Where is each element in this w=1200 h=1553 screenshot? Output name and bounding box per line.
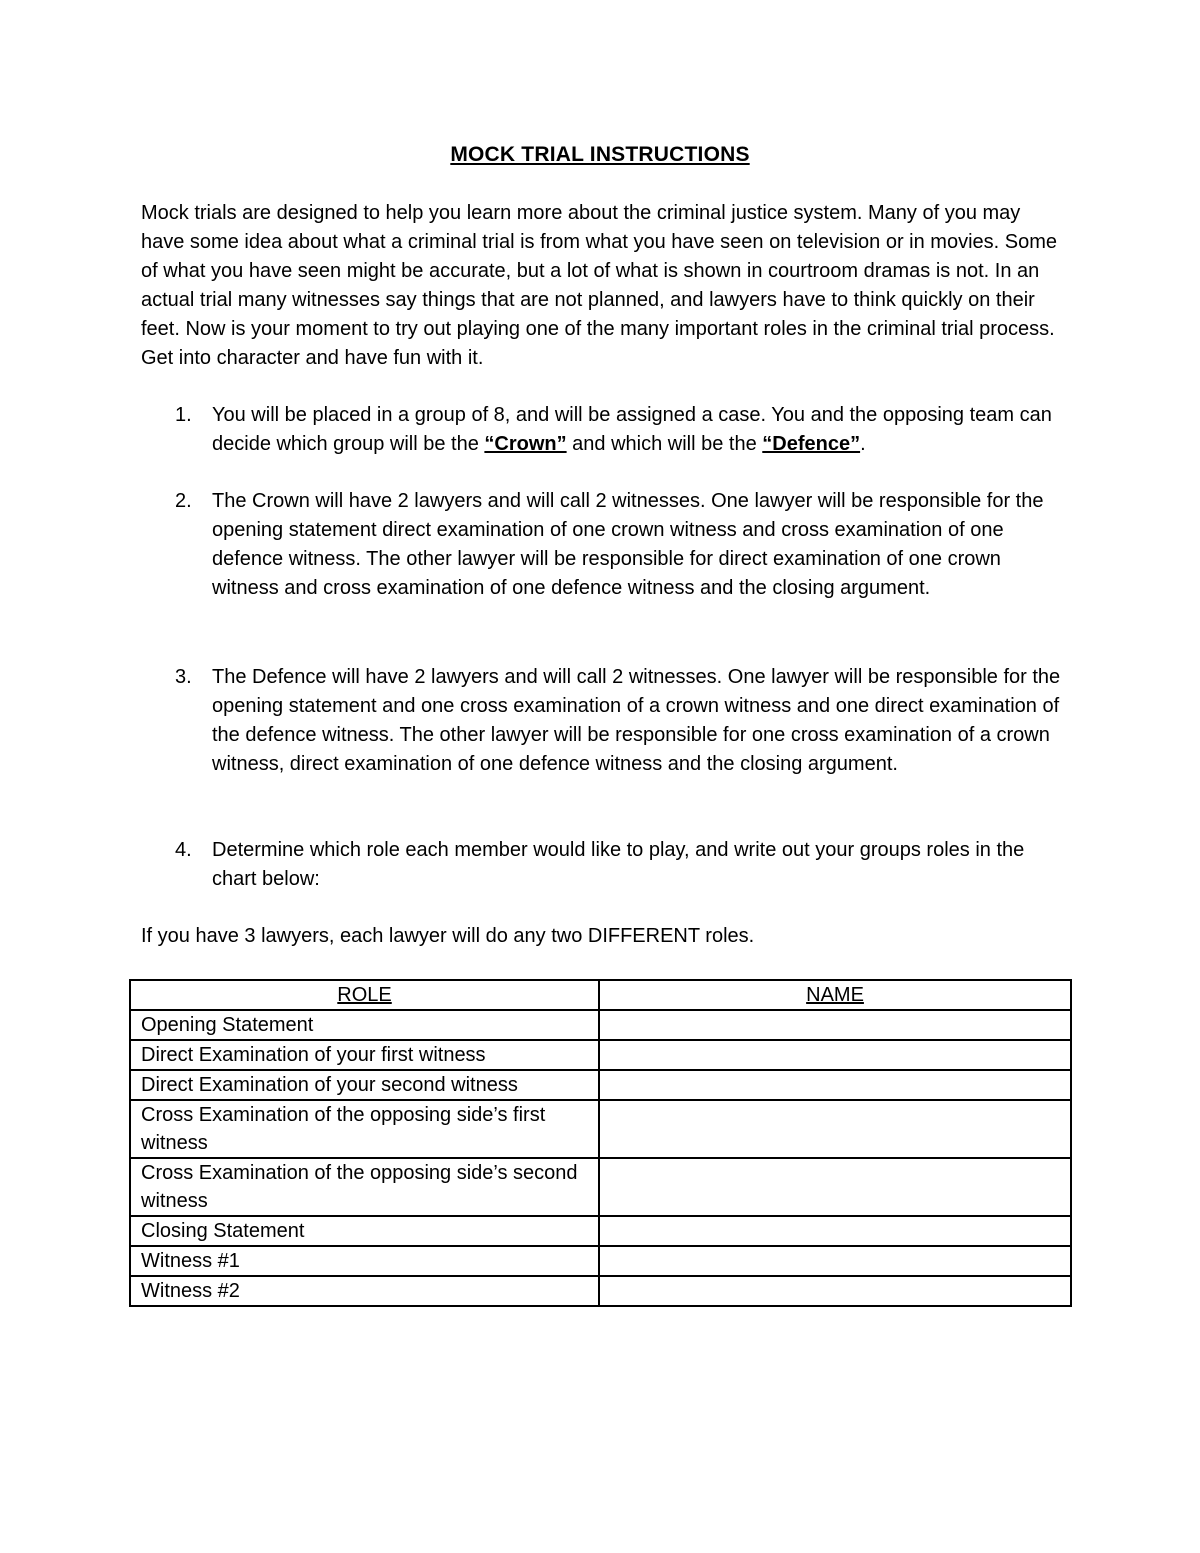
name-cell[interactable] bbox=[599, 1216, 1071, 1246]
name-cell[interactable] bbox=[599, 1158, 1071, 1216]
list-item-text: Determine which role each member would like to play, and write out your groups roles in the chart below: bbox=[212, 839, 1025, 890]
name-cell[interactable] bbox=[599, 1010, 1071, 1040]
list-item-number: 1. bbox=[175, 404, 192, 426]
role-cell: Direct Examination of your second witness bbox=[130, 1070, 599, 1100]
step-text-part: and which will be the bbox=[566, 433, 763, 455]
list-item-text: The Crown will have 2 lawyers and will call 2 witnesses. One lawyer will be responsible for the opening statement direct examination of one crown witness and cross examination of one defence witness. The other lawyer will be responsible for direct examination of one crown witness and cross examination of one defence witness and the closing argument. bbox=[212, 490, 1044, 599]
table-row bbox=[130, 1100, 1071, 1158]
role-cell: Closing Statement bbox=[130, 1216, 599, 1246]
table-row bbox=[130, 1158, 1071, 1216]
role-cell: Witness #2 bbox=[130, 1276, 599, 1306]
page-title: MOCK TRIAL INSTRUCTIONS bbox=[450, 143, 750, 166]
intro-paragraph: Mock trials are designed to help you learn more about the criminal justice system. Many of you may have some idea about what a criminal trial is from what you have seen on television or in movies. Some of what you have seen might be accurate, but a lot of what is shown in courtroom dramas is not. In an actual trial many witnesses say things that are not planned, and lawyers have to think quickly on their feet. Now is your moment to try out playing one of the many important roles in the criminal trial process. Get into character and have fun with it. bbox=[141, 202, 1058, 369]
crown-term: “Crown” bbox=[484, 433, 567, 455]
role-column-header: ROLE bbox=[130, 980, 599, 1010]
name-cell[interactable] bbox=[599, 1100, 1071, 1158]
name-cell[interactable] bbox=[599, 1276, 1071, 1306]
table-row bbox=[130, 1216, 1071, 1246]
name-cell[interactable] bbox=[599, 1246, 1071, 1276]
role-cell: Cross Examination of the opposing side’s second witness bbox=[130, 1158, 599, 1216]
list-item-text bbox=[212, 401, 1062, 459]
roles-table bbox=[129, 979, 1072, 1307]
role-cell: Opening Statement bbox=[130, 1010, 599, 1040]
list-item-number: 3. bbox=[175, 666, 192, 688]
table-header-row bbox=[130, 980, 1071, 1010]
role-cell: Direct Examination of your first witness bbox=[130, 1040, 599, 1070]
name-cell[interactable] bbox=[599, 1070, 1071, 1100]
table-row bbox=[130, 1040, 1071, 1070]
list-item-number: 4. bbox=[175, 839, 192, 861]
table-row bbox=[130, 1276, 1071, 1306]
table-row bbox=[130, 1070, 1071, 1100]
name-cell[interactable] bbox=[599, 1040, 1071, 1070]
list-item-text: The Defence will have 2 lawyers and will call 2 witnesses. One lawyer will be responsible for the opening statement and one cross examination of a crown witness and one direct examination of the defence witness. The other lawyer will be responsible for one cross examination of a crown witness, direct examination of one defence witness and the closing argument. bbox=[212, 666, 1061, 775]
table-row bbox=[130, 1010, 1071, 1040]
table-row bbox=[130, 1246, 1071, 1276]
step-text-part: . bbox=[860, 433, 866, 455]
lawyers-note: If you have 3 lawyers, each lawyer will do any two DIFFERENT roles. bbox=[141, 925, 755, 947]
step-text-part: You will be placed in a group of 8, and will be assigned a case. You and the opposing team can decide which group will be the bbox=[212, 404, 1052, 455]
name-column-header: NAME bbox=[599, 980, 1071, 1010]
list-item-number: 2. bbox=[175, 490, 192, 512]
defence-term: “Defence” bbox=[762, 433, 861, 455]
role-cell: Cross Examination of the opposing side’s first witness bbox=[130, 1100, 599, 1158]
role-cell: Witness #1 bbox=[130, 1246, 599, 1276]
